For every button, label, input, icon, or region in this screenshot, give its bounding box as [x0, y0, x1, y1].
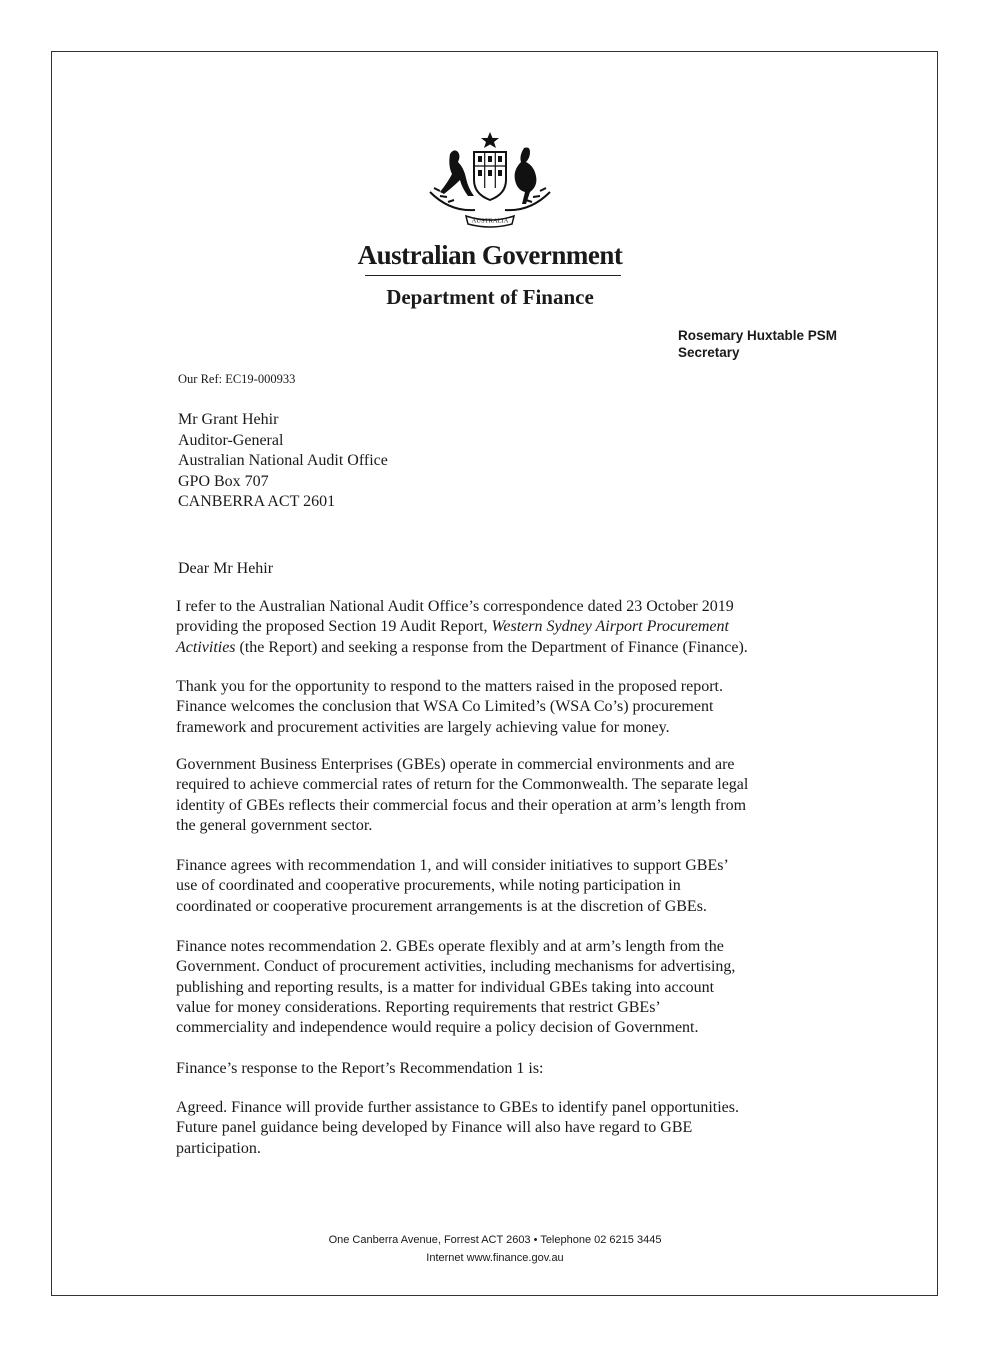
paragraph-line: commerciality and independence would require a policy decision of Government.	[176, 1019, 699, 1037]
address-line: CANBERRA ACT 2601	[178, 493, 336, 510]
crest-scroll-text: AUSTRALIA	[471, 217, 509, 225]
paragraph-line: I refer to the Australian National Audit Office’s correspondence dated 23 October 2019	[176, 598, 734, 615]
address-line: Auditor-General	[178, 431, 284, 449]
address-line: Australian National Audit Office	[178, 452, 388, 469]
paragraph-line: identity of GBEs reflects their commercial focus and their operation at arm’s length from	[176, 796, 747, 814]
government-heading: Australian Government	[357, 240, 623, 270]
paragraph-1	[176, 597, 816, 658]
paragraph-5	[176, 937, 816, 1038]
paragraph-2	[176, 677, 816, 738]
report-title-italic: Western Sydney Airport Procurement	[491, 618, 729, 636]
sender-title: Secretary	[678, 345, 740, 360]
recipient-address	[178, 410, 388, 513]
paragraph-line: Agreed. Finance will provide further assistance to GBEs to identify panel opportunities.	[176, 1099, 739, 1116]
address-line: Mr Grant Hehir	[178, 411, 279, 428]
paragraph-3	[176, 755, 816, 836]
department-heading: Department of Finance	[386, 285, 594, 309]
paragraph-6	[176, 1059, 816, 1079]
paragraph-line: Thank you for the opportunity to respond to the matters raised in the proposed report.	[176, 678, 723, 695]
heading-divider	[365, 275, 621, 276]
sender-block	[678, 327, 837, 361]
address-line: GPO Box 707	[178, 472, 269, 490]
paragraph-line: required to achieve commercial rates of return for the Commonwealth. The separate legal	[176, 776, 749, 794]
paragraph-line: coordinated or cooperative procurement arrangements is at the discretion of GBEs.	[176, 897, 707, 915]
paragraph-line: Government. Conduct of procurement activities, including mechanisms for advertising,	[176, 958, 736, 976]
paragraph-line: Finance notes recommendation 2. GBEs operate flexibly and at arm’s length from the	[176, 938, 724, 955]
footer-website: Internet www.finance.gov.au	[426, 1252, 564, 1264]
reference-number: Our Ref: EC19-000933	[178, 372, 296, 386]
paragraph-line: Future panel guidance being developed by Finance will also have regard to GBE	[176, 1119, 693, 1137]
paragraph-line: participation.	[176, 1139, 261, 1157]
paragraph-line: Government Business Enterprises (GBEs) operate in commercial environments and are	[176, 756, 735, 773]
paragraph-line: the general government sector.	[176, 816, 373, 834]
paragraph-line: framework and procurement activities are largely achieving value for money.	[176, 718, 670, 736]
paragraph-line: value for money considerations. Reporting requirements that restrict GBEs’	[176, 998, 661, 1016]
paragraph-line: Finance’s response to the Report’s Recommendation 1 is:	[176, 1060, 544, 1077]
paragraph-line: publishing and reporting results, is a matter for individual GBEs taking into account	[176, 978, 715, 996]
paragraph-4	[176, 856, 816, 917]
paragraph-line: use of coordinated and cooperative procurements, while noting participation in	[176, 877, 681, 895]
report-title-italic: Activities	[176, 638, 236, 656]
coat-of-arms-icon	[420, 130, 560, 232]
footer-address: One Canberra Avenue, Forrest ACT 2603 • Telephone 02 6215 3445	[328, 1234, 662, 1246]
paragraph-7	[176, 1098, 816, 1159]
paragraph-line: Finance welcomes the conclusion that WSA Co Limited’s (WSA Co’s) procurement	[176, 698, 714, 716]
sender-name: Rosemary Huxtable PSM	[678, 328, 838, 343]
paragraph-line: Activities (the Report) and seeking a response from the Department of Finance (Finance).	[176, 638, 748, 656]
paragraph-line: Finance agrees with recommendation 1, and will consider initiatives to support GBEs’	[176, 857, 729, 874]
letterhead-footer	[280, 1231, 710, 1267]
paragraph-line: providing the proposed Section 19 Audit Report, Western Sydney Airport Procurement	[176, 618, 729, 636]
salutation: Dear Mr Hehir	[178, 560, 274, 577]
